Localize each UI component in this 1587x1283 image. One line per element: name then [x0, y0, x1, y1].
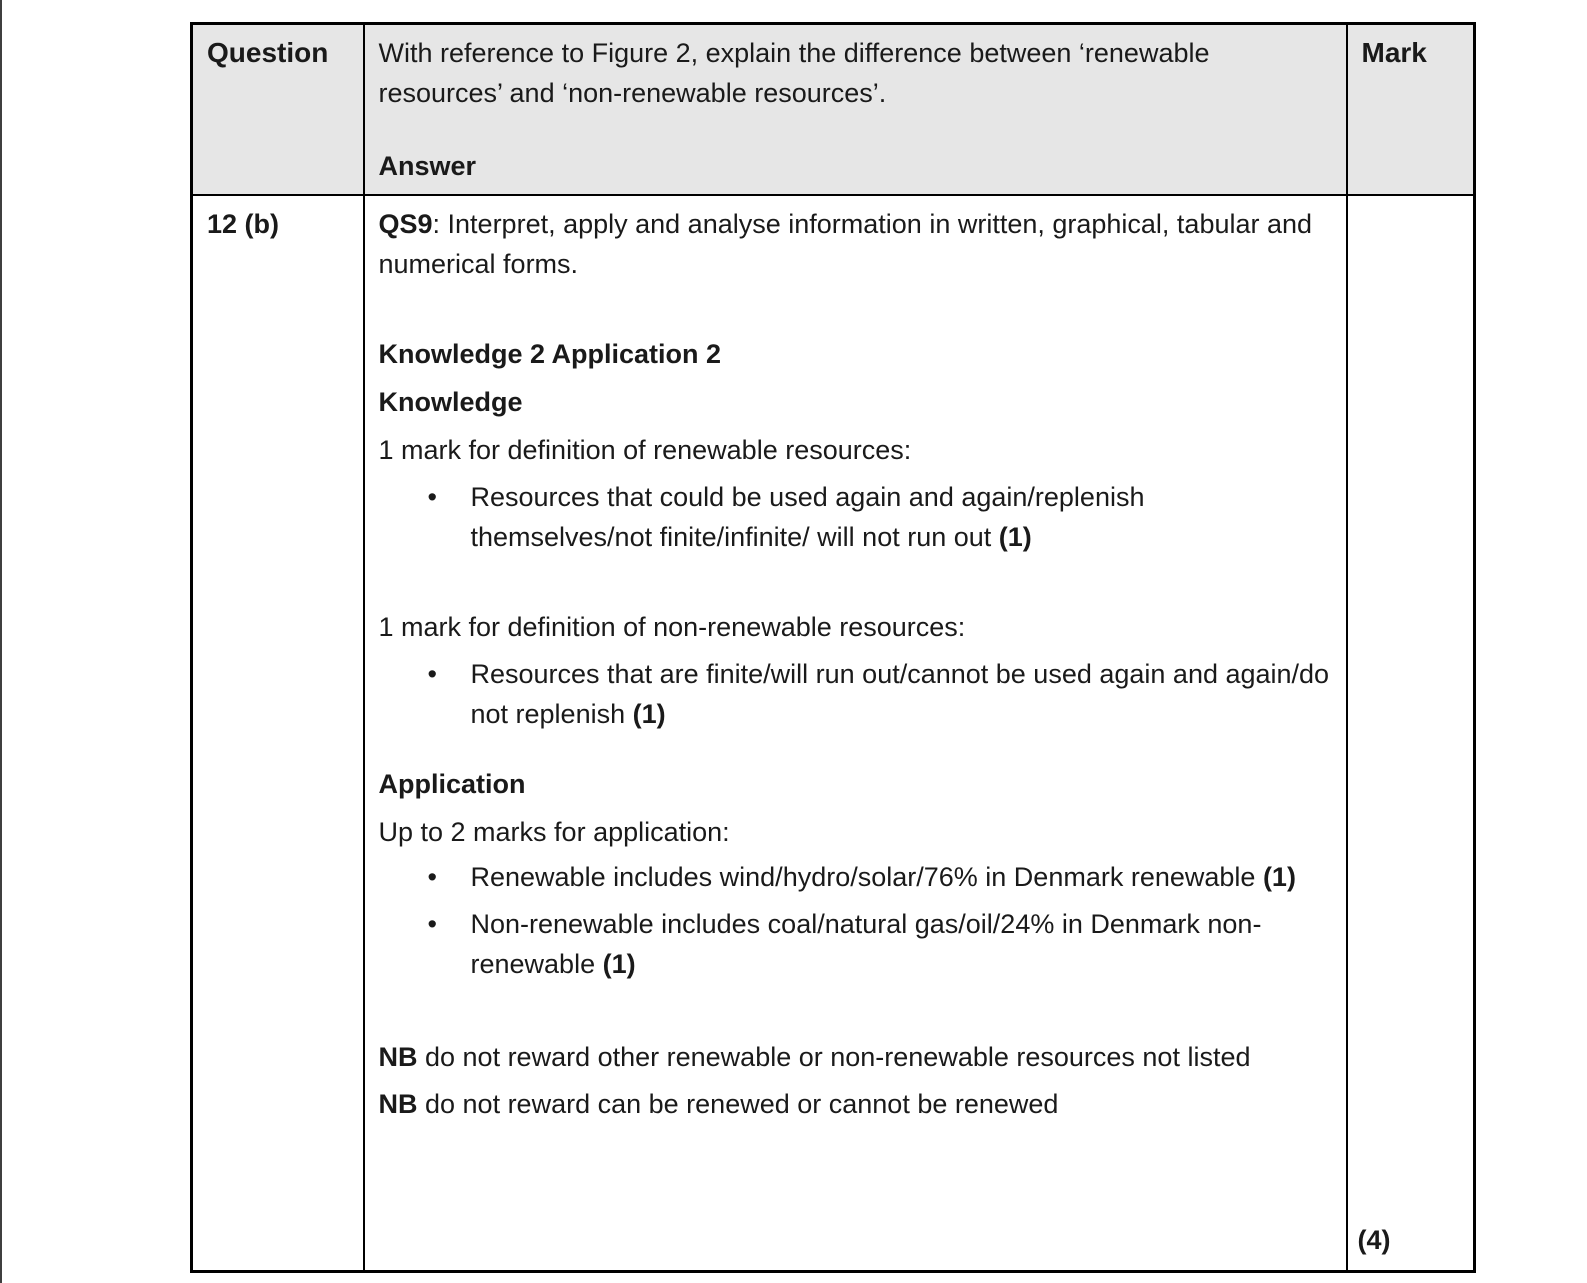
qs-skill-line	[379, 204, 1332, 284]
bullet-item-app-renewable	[379, 857, 1332, 897]
question-cell	[364, 24, 1347, 196]
nb-label: NB	[378, 1089, 418, 1119]
bullet-icon: •	[427, 909, 437, 939]
mark-value: (4)	[1357, 1224, 1391, 1255]
app-renewable-bullet-text: Renewable includes wind/hydro/solar/76% in Denmark renewable	[470, 862, 1263, 892]
mark-header-label: Mark	[1361, 37, 1427, 68]
question-number: 12 (b)	[207, 209, 280, 239]
bullet-text	[471, 857, 1332, 897]
bullet-item-app-nonrenewable	[379, 904, 1332, 984]
bullet-icon: •	[427, 482, 437, 512]
bullet-text	[471, 477, 1332, 557]
application-intro: Up to 2 marks for application:	[378, 817, 730, 847]
knowledge-application-heading: Knowledge 2 Application 2	[378, 339, 722, 369]
renewable-definition-intro: 1 mark for definition of renewable resources:	[378, 435, 912, 465]
nb1-text: do not reward other renewable or non-renewable resources not listed	[417, 1042, 1251, 1072]
bullet-item-nonrenewable	[379, 654, 1332, 734]
nb-note-2	[379, 1084, 1332, 1124]
answer-label: Answer	[378, 151, 477, 181]
qs-text: : Interpret, apply and analyse information in written, graphical, tabular and numerical forms.	[378, 209, 1313, 279]
bullet-item-renewable	[379, 477, 1332, 557]
table-header-row	[192, 24, 1475, 196]
question-number-cell	[192, 195, 364, 1271]
bullet-icon: •	[427, 659, 437, 689]
page-edge-line	[0, 0, 2, 1283]
mark-scheme-table	[190, 22, 1476, 1273]
knowledge-heading: Knowledge	[378, 387, 523, 417]
nonrenewable-bullet-text: Resources that are finite/will run out/cannot be used again and again/do not replenish	[470, 659, 1330, 729]
bullet-text	[471, 904, 1332, 984]
renewable-bullet-mark: (1)	[998, 522, 1032, 552]
app-nonrenewable-bullet-mark: (1)	[602, 949, 636, 979]
nb-label: NB	[378, 1042, 418, 1072]
bullet-text	[471, 654, 1332, 734]
app-renewable-bullet-mark: (1)	[1262, 862, 1296, 892]
bullet-icon: •	[427, 862, 437, 892]
mark-column-header	[1347, 24, 1475, 196]
qs-label: QS9	[378, 209, 433, 239]
question-header-label: Question	[207, 37, 329, 68]
question-column-header	[192, 24, 364, 196]
nb-note-1	[379, 1037, 1332, 1077]
nb2-text: do not reward can be renewed or cannot be renewed	[417, 1089, 1059, 1119]
renewable-bullet-text: Resources that could be used again and again/replenish themselves/not finite/infinite/ will not run out	[470, 482, 1145, 552]
question-text: With reference to Figure 2, explain the difference between ‘renewable resources’ and ‘non-renewable resources’.	[378, 38, 1210, 108]
nonrenewable-definition-intro: 1 mark for definition of non-renewable resources:	[378, 612, 966, 642]
app-nonrenewable-bullet-text: Non-renewable includes coal/natural gas/oil/24% in Denmark non-renewable	[470, 909, 1262, 979]
nonrenewable-bullet-mark: (1)	[632, 699, 666, 729]
answer-cell	[364, 195, 1347, 1271]
application-heading: Application	[378, 769, 526, 799]
table-body-row	[192, 195, 1475, 1271]
mark-value-cell	[1347, 195, 1475, 1271]
